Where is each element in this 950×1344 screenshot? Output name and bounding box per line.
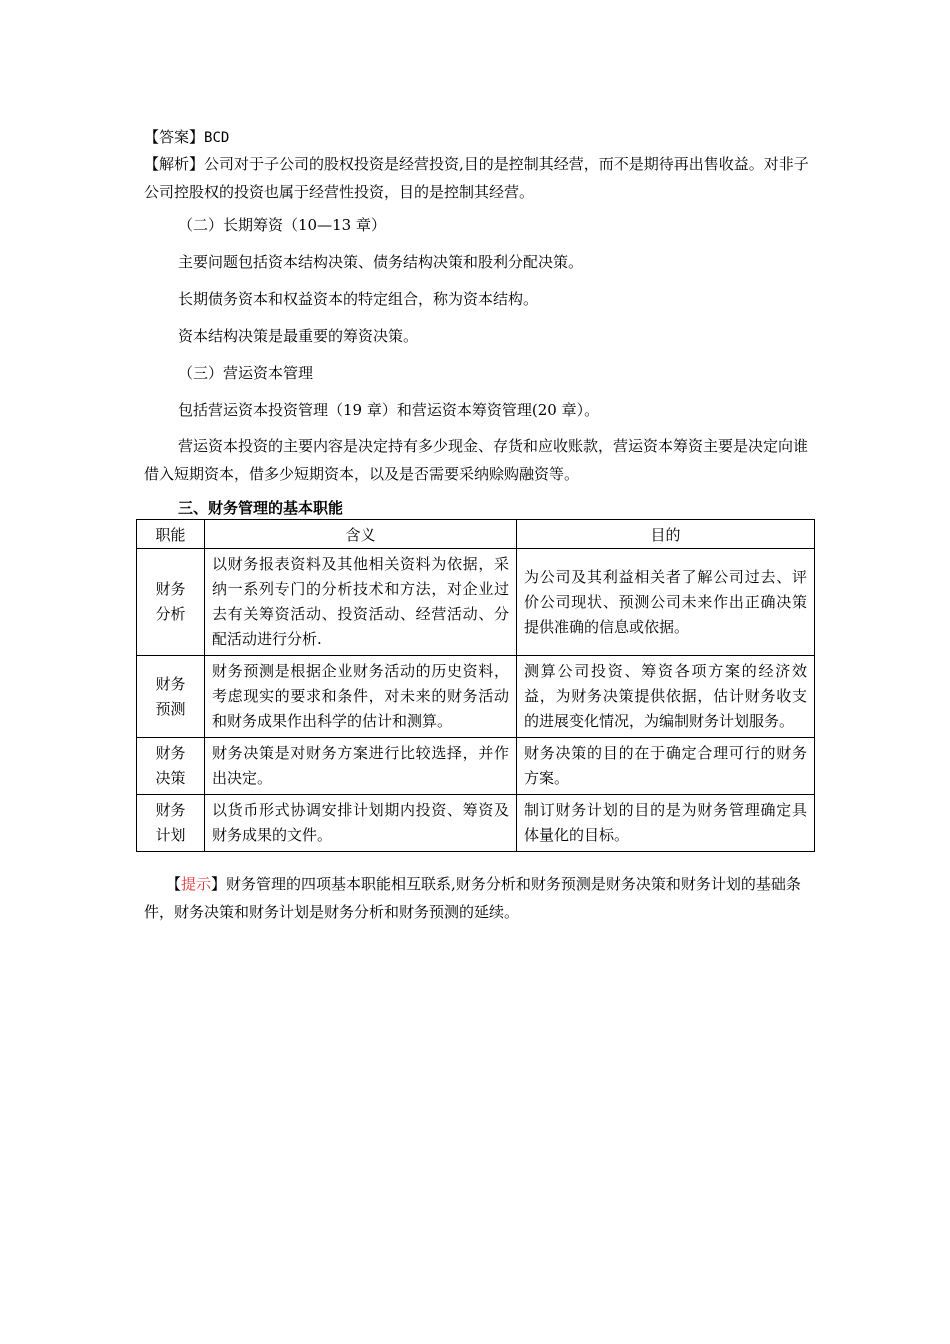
tip-paragraph [144,870,812,926]
function-name-cell [137,795,205,852]
function-name-line: 预测 [155,699,186,718]
header-function: 职能 [137,520,205,549]
answer-value: BCD [204,130,230,146]
section-long-term-heading: （二）长期筹资（10—13 章） [178,216,386,234]
function-name-line: 财务 [155,801,186,819]
answer-label: 【答案】 [144,128,205,146]
tip-label: 提示 [181,875,212,893]
functions-table [136,519,815,852]
header-purpose: 目的 [517,520,815,549]
header-meaning: 含义 [205,520,517,549]
table-header-row [137,520,815,549]
table-row [137,549,815,656]
long-term-paragraph-1: 主要问题包括资本结构决策、债务结构决策和股利分配决策。 [178,253,584,271]
function-name-line: 分析 [155,605,186,623]
working-paragraph-2: 营运资本投资的主要内容是决定持有多少现金、存货和应收账款，营运资本筹资主要是决定向谁借入短期资本，借多少短期资本，以及是否需要采纳赊购融资等。 [144,437,809,483]
table-row [137,656,815,738]
table-row [137,795,815,852]
answer-line [144,123,814,152]
table-row [137,738,815,795]
tip-bracket-open: 【 [166,875,182,893]
tip-bracket-close: 】 [211,875,227,893]
long-term-paragraph-3: 资本结构决策是最重要的筹资决策。 [178,327,419,345]
functions-title: 三、财务管理的基本职能 [178,499,344,517]
meaning-cell: 财务决策是对财务方案进行比较选择，并作出决定。 [205,738,517,795]
purpose-cell: 财务决策的目的在于确定合理可行的财务方案。 [517,738,815,795]
function-name-line: 财务 [155,580,186,598]
purpose-cell: 制订财务计划的目的是为财务管理确定具体量化的目标。 [517,795,815,852]
analysis-label: 【解析】 [144,155,205,173]
analysis-text: 公司对于子公司的股权投资是经营投资,目的是控制其经营，而不是期待再出售收益。对非子公司控股权的投资也属于经营性投资，目的是控制其经营。 [144,155,809,201]
function-name-cell [137,738,205,795]
function-name-line: 计划 [155,826,186,844]
function-name-cell [137,549,205,656]
function-name-line: 财务 [155,674,186,693]
function-name-line: 决策 [155,769,186,787]
long-term-paragraph-2: 长期债务资本和权益资本的特定组合，称为资本结构。 [178,290,539,308]
purpose-cell: 测算公司投资、筹资各项方案的经济效益，为财务决策提供依据，估计财务收支的进展变化情况，为编制财务计划服务。 [517,656,815,738]
meaning-cell: 财务预测是根据企业财务活动的历史资料，考虑现实的要求和条件，对未来的财务活动和财务成果作出科学的估计和测算。 [205,656,517,738]
meaning-cell: 以财务报表资料及其他相关资料为依据，采纳一系列专门的分析技术和方法，对企业过去有关筹资活动、投资活动、经营活动、分配活动进行分析. [205,549,517,656]
analysis-paragraph [144,150,812,206]
purpose-cell: 为公司及其利益相关者了解公司过去、评价公司现状、预测公司未来作出正确决策提供准确的信息或依据。 [517,549,815,656]
meaning-cell: 以货币形式协调安排计划期内投资、筹资及财务成果的文件。 [205,795,517,852]
function-name-line: 财务 [155,744,186,762]
function-name-cell [137,656,205,738]
section-working-heading: （三）营运资本管理 [178,364,314,382]
tip-text: 财务管理的四项基本职能相互联系,财务分析和财务预测是财务决策和财务计划的基础条件，财务决策和财务计划是财务分析和财务预测的延续。 [144,875,801,921]
working-paragraph-1: 包括营运资本投资管理（19 章）和营运资本筹资管理(20 章）。 [178,401,600,419]
